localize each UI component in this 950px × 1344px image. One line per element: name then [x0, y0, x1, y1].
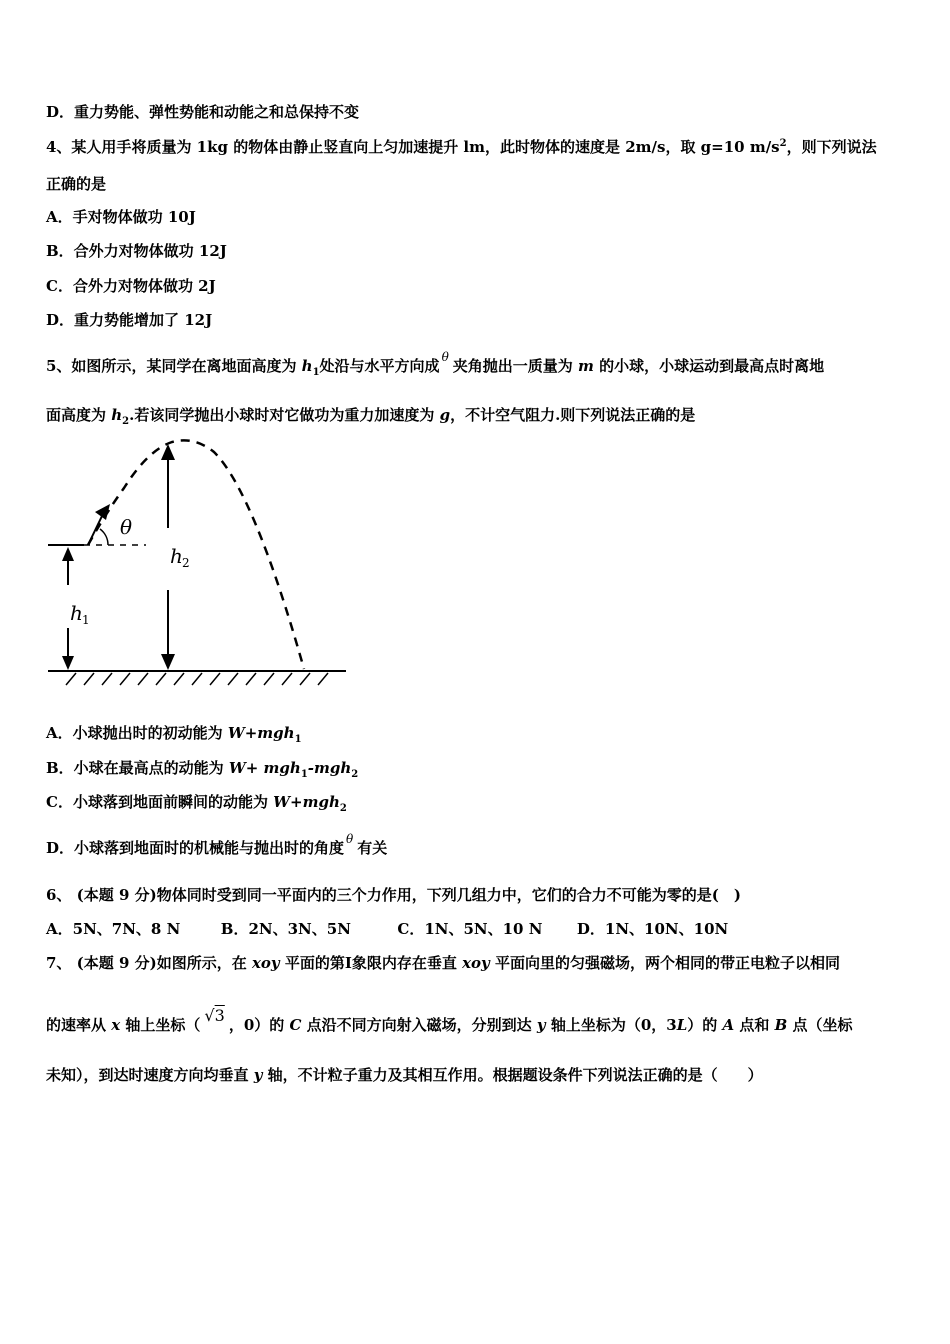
theta-label: θ: [120, 515, 133, 539]
h1-arrow-down-head: [62, 656, 74, 670]
velocity-arrow-shaft: [88, 516, 102, 545]
h2-label: h: [170, 544, 183, 568]
q6-option-a: A．5N、7N、8 N: [46, 920, 181, 938]
h2-arrow-up-head: [161, 444, 175, 460]
q4-stem-line2: 正确的是: [46, 175, 107, 193]
q5-option-a: A．小球抛出时的初动能为 W+mgh$_1$: [46, 724, 302, 745]
h1-arrow-up-head: [62, 547, 74, 561]
q7-stem-line2: 的速率从 x 轴上坐标（ √3 ，0）的 C 点沿不同方向射入磁场，分别到达 y 轴上坐标为（0，3L）的 A 点和 B 点（坐标: [46, 1006, 853, 1034]
theta-symbol: θ: [441, 350, 449, 364]
q5-stem-line1: 5、如图所示，某同学在离地面高度为 $h_1$处沿与水平方向成 $^\theta$ 夹角抛出一质量为 m 的小球，小球运动到最高点时离地: [46, 350, 825, 378]
h2-label-sub: 2: [182, 556, 190, 570]
q6-options: [46, 919, 728, 939]
q4-option-a: A．手对物体做功 10J: [46, 208, 196, 226]
velocity-arrow-head: [95, 504, 110, 520]
q6-stem: 6、 (本题 9 分)物体同时受到同一平面内的三个力作用，下列几组力中，它们的合力不可能为零的是( ): [46, 886, 741, 904]
ground-hatching: [66, 673, 328, 685]
trajectory-dashed-curve: [88, 440, 304, 669]
q4-option-c: C．合外力对物体做功 2J: [46, 277, 216, 295]
q5-option-d: D．小球落到地面时的机械能与抛出时的角度 $^\theta$ 有关: [46, 832, 388, 857]
q3-option-d: D．重力势能、弹性势能和动能之和总保持不变: [46, 103, 360, 121]
angle-arc: [100, 529, 108, 545]
q5-option-c: C．小球落到地面前瞬间的动能为 W+mgh$_2$: [46, 793, 347, 814]
q6-option-b: B．2N、3N、5N: [220, 920, 351, 938]
q5-option-b: B．小球在最高点的动能为 W+ mgh$_1$-mgh$_2$: [46, 759, 359, 780]
h1-label: h: [70, 601, 83, 625]
q6-option-c: C．1N、5N、10 N: [397, 920, 543, 938]
q7-stem-line1: 7、 (本题 9 分)如图所示，在 xoy 平面的第Ⅰ象限内存在垂直 xoy 平面向里的匀强磁场，两个相同的带正电粒子以相同: [46, 954, 841, 972]
q5-stem-line2: 面高度为 $h_2$.若该同学抛出小球时对它做功为重力加速度为 g，不计空气阻力.则下列说法正确的是: [46, 406, 696, 427]
h2-arrow-down-head: [161, 654, 175, 670]
q4-option-d: D．重力势能增加了 12J: [46, 311, 213, 329]
sqrt-3: √3: [204, 1006, 225, 1025]
h1-label-sub: 1: [82, 613, 90, 627]
q6-option-d: D．1N、10N、10N: [576, 920, 729, 938]
q7-stem-line3: 未知），到达时速度方向均垂直 y 轴，不计粒子重力及其相互作用。根据题设条件下列说法正确的是（ ）: [46, 1066, 763, 1084]
projectile-figure: [44, 432, 354, 694]
q4-option-b: B．合外力对物体做功 12J: [46, 242, 227, 260]
q4-stem-line1: 4、某人用手将质量为 1kg 的物体由静止竖直向上匀加速提升 lm，此时物体的速度是 2m/s，取 g=10 $m/s^2$，则下列说法: [46, 138, 877, 156]
